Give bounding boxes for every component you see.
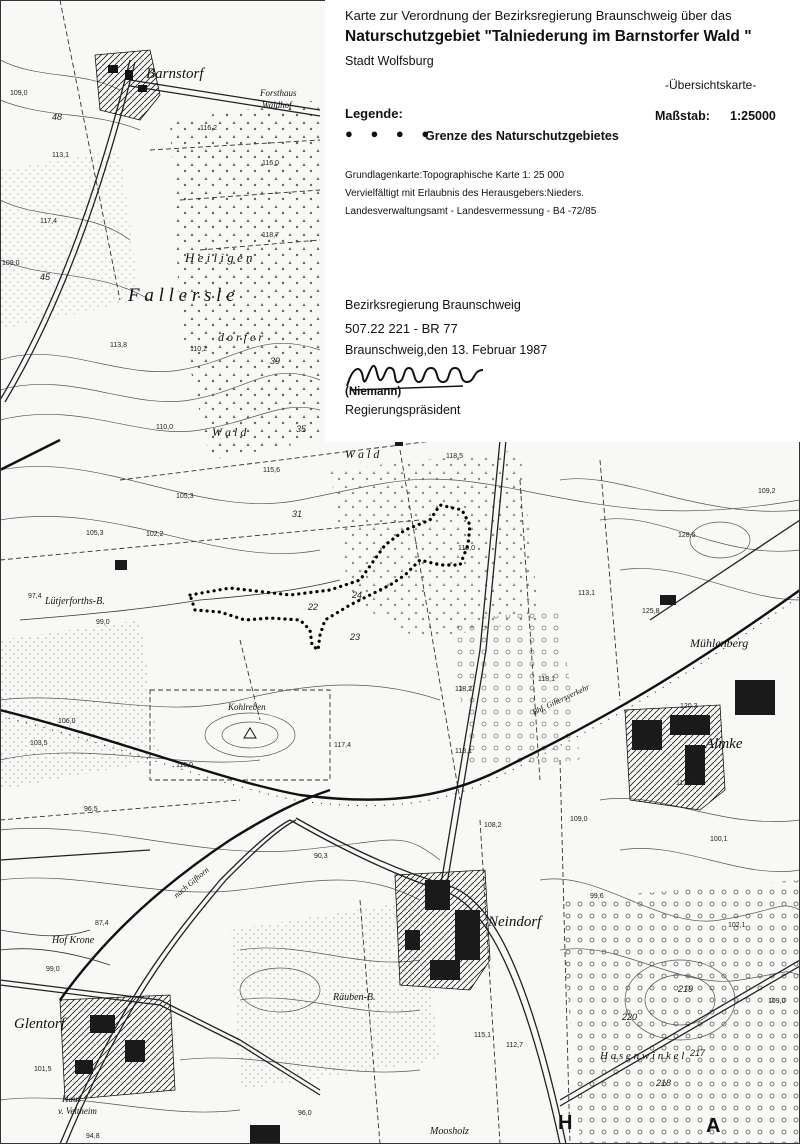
spot-height: 115,6 — [263, 467, 280, 474]
spot-height: 90,3 — [314, 853, 328, 860]
contour-value: 24 — [352, 590, 363, 600]
spot-height: 109,2 — [758, 488, 776, 495]
place-wald-2: W a l d — [345, 447, 380, 461]
place-neindorf: Neindorf — [488, 914, 542, 930]
spot-height: 118,7 — [262, 232, 279, 239]
footnote-agency: Landesverwaltungsamt - Landesvermessung - B4 -72/85 — [345, 206, 597, 217]
contour-value: 218 — [656, 1078, 672, 1088]
city-label: Stadt Wolfsburg — [345, 54, 434, 68]
spot-height: 120,3 — [680, 703, 698, 710]
spot-height: 97,4 — [28, 593, 42, 600]
title-line-2: Naturschutzgebiet "Talniederung im Barnstorfer Wald " — [345, 28, 752, 45]
spot-height: 87,4 — [95, 920, 109, 927]
place-fallersle: F a l l e r s l e — [128, 285, 235, 306]
railway-label-1: nach Gifhorn — [172, 865, 211, 900]
contour-value: 39 — [270, 356, 281, 366]
spot-height: 113,8 — [110, 342, 127, 349]
place-luetjerforths: Lütjerforths-B. — [45, 596, 105, 607]
contour-value: 45 — [40, 272, 51, 282]
footnote-permission: Vervielfältigt mit Erlaubnis des Herausgebers:Nieders. — [345, 188, 584, 199]
spot-height: 101,5 — [34, 1066, 52, 1073]
spot-height: 117,4 — [334, 742, 351, 749]
legend-heading: Legende: — [345, 106, 403, 121]
spot-height: 109,0 — [2, 260, 20, 267]
spot-height: 110,2 — [190, 346, 207, 353]
spot-height: 94,8 — [86, 1133, 100, 1140]
boundary-dots-symbol: ● ● ● ● — [345, 126, 437, 141]
spot-height: 99,0 — [96, 619, 110, 626]
place-heiligen: H e i l i g e n — [185, 250, 253, 265]
place-hasenwinkel: H a s e n w i n k e l — [600, 1050, 685, 1062]
spot-height: 113,0 — [176, 762, 193, 769]
spot-height: 113,3 — [676, 780, 693, 787]
spot-height: 116,2 — [200, 125, 217, 132]
contour-value: 220 — [622, 1012, 638, 1022]
spot-height: 106,0 — [58, 718, 76, 725]
spot-height: 99,6 — [590, 893, 604, 900]
scale-value: 1:25000 — [730, 109, 776, 123]
spot-height: 113,1 — [455, 748, 472, 755]
grid-letter-h: H — [558, 1112, 573, 1134]
grid-letter-a: A — [706, 1115, 721, 1137]
contour-value: 217 — [690, 1048, 706, 1058]
place-almke: Almke — [705, 736, 743, 752]
spot-height: 113,1 — [52, 152, 69, 159]
spot-height: 110,0 — [458, 545, 475, 552]
place-raeuben: Räuben-B. — [333, 992, 376, 1003]
boundary-legend-text: Grenze des Naturschutzgebietes — [425, 129, 619, 143]
contour-value: 31 — [292, 509, 303, 519]
spot-height: 112,7 — [506, 1042, 523, 1049]
file-number: 507.22 221 - BR 77 — [345, 321, 458, 336]
place-haus: Haus — [62, 1094, 82, 1104]
place-hof-krone: Hof Krone — [52, 935, 95, 946]
contour-value: 22 — [308, 602, 319, 612]
place-wald-1: W a l d — [212, 425, 247, 439]
spot-height: 108,2 — [484, 822, 502, 829]
place-dorfer: d o r f e r — [218, 330, 263, 344]
spot-height: 96,0 — [298, 1110, 312, 1117]
spot-height: 102,2 — [146, 531, 164, 538]
spot-height: 116,0 — [262, 160, 279, 167]
spot-height: 109,0 — [10, 90, 28, 97]
title-line-1: Karte zur Verordnung der Bezirksregierung Braunschweig über das — [345, 8, 732, 23]
place-kohlreben: Kohlreben — [228, 702, 266, 712]
map-type-label: -Übersichtskarte- — [665, 78, 757, 92]
spot-height: 115,1 — [474, 1032, 491, 1039]
place-barnstorf: Barnstorf — [146, 66, 204, 82]
signer-name: (Niemann) — [345, 386, 402, 398]
spot-height: 117,4 — [40, 218, 57, 225]
place-glentorf: Glentorf — [14, 1016, 65, 1032]
signer-role: Regierungspräsident — [345, 403, 461, 417]
spot-height: 118,5 — [446, 453, 463, 460]
place-forsthaus: Forsthaus — [260, 88, 297, 98]
spot-height: 100,1 — [710, 836, 728, 843]
place-waldhof: Waldhof — [262, 100, 292, 110]
place-moosholz: Moosholz — [430, 1126, 469, 1137]
spot-height: 118,2 — [455, 686, 472, 693]
spot-height: 96,5 — [84, 806, 98, 813]
contour-value: 35 — [296, 424, 307, 434]
spot-height: 118,1 — [538, 676, 555, 683]
footnote-base-map: Grundlagenkarte:Topographische Karte 1: 25 000 — [345, 170, 565, 181]
spot-height: 99,0 — [46, 966, 60, 973]
spot-height: 109,0 — [570, 816, 588, 823]
authority-name: Bezirksregierung Braunschweig — [345, 298, 521, 312]
spot-height: 102,1 — [728, 922, 746, 929]
spot-height: 128,5 — [678, 532, 696, 539]
contour-value: 219 — [678, 984, 694, 994]
spot-height: 113,1 — [578, 590, 595, 597]
place-veltheim: v. Veltheim — [58, 1106, 97, 1116]
spot-height: 103,5 — [30, 740, 48, 747]
date-line: Braunschweig,den 13. Februar 1987 — [345, 343, 548, 357]
place-muehlenberg: Mühlenberg — [690, 636, 749, 650]
contour-value: 48 — [52, 112, 63, 122]
title-panel — [325, 0, 800, 442]
spot-height: 105,3 — [86, 530, 104, 537]
railway-label-2: Bhf. Giltersverkehr — [530, 682, 591, 717]
contour-value: 23 — [350, 632, 361, 642]
spot-height: 125,8 — [642, 608, 660, 615]
scale-label: Maßstab: — [655, 109, 710, 123]
spot-height: 105,3 — [176, 493, 194, 500]
spot-height: 110,0 — [156, 424, 173, 431]
spot-height: 109,0 — [768, 998, 786, 1005]
